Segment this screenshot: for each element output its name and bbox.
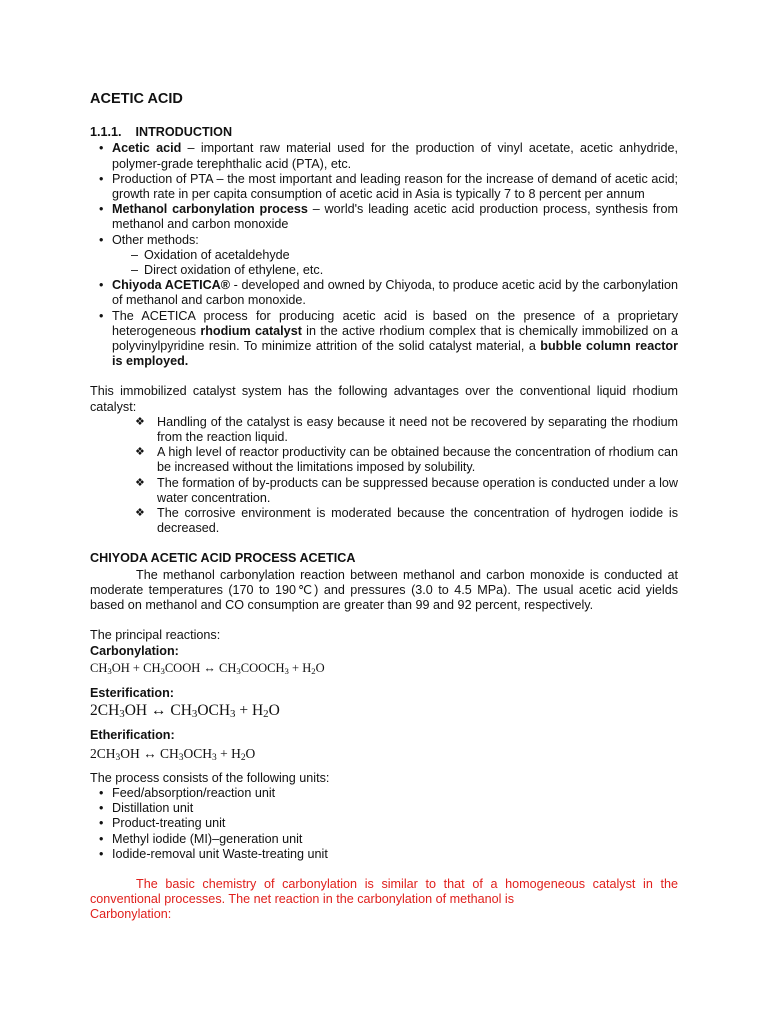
units-list xyxy=(90,786,678,862)
unit-item: • Feed/absorption/reaction unit xyxy=(112,786,678,801)
unit-item: • Product-treating unit xyxy=(112,816,678,831)
advantage-item: ❖ The formation of by-products can be suppressed because operation is conducted under a low water concentration. xyxy=(157,476,678,506)
bold-term: Acetic acid xyxy=(112,141,182,156)
etherification-label: Etherification: xyxy=(90,728,175,743)
list-item: • Methanol carbonylation process – world's leading acetic acid production process, synthesis from methanol and carbon monoxide xyxy=(112,202,678,232)
advantage-item: ❖ Handling of the catalyst is easy because it need not be recovered by separating the rhodium from the reaction liquid. xyxy=(157,415,678,445)
sub-list-item: – Oxidation of acetaldehyde xyxy=(144,248,678,263)
closing-label: Carbonylation: xyxy=(90,907,172,922)
sub-list-item: – Direct oxidation of ethylene, etc. xyxy=(144,263,678,278)
bold-term: Chiyoda ACETICA® xyxy=(112,278,231,293)
advantages-list xyxy=(90,415,678,537)
carbonylation-label: Carbonylation: xyxy=(90,643,179,658)
advantage-item: ❖ The corrosive environment is moderated because the concentration of hydrogen iodide is decreased. xyxy=(157,506,678,536)
carbonylation-equation: $CH_3OH$ + $CH_3COOH$ ↔ $CH_3COOCH_3 + H_2O$ xyxy=(90,660,325,676)
closing-paragraph: The basic chemistry of carbonylation is similar to that of a homogeneous catalyst in the conventional processes. The net reaction in the carbonylation of methanol is xyxy=(90,876,678,907)
list-item: • Other methods: – Oxidation of acetaldehyde – Direct oxidation of ethylene, etc. xyxy=(112,233,678,279)
intro-list xyxy=(90,141,678,369)
document-title: ACETIC ACID xyxy=(90,91,183,107)
list-item: • The ACETICA process for producing acetic acid is based on the presence of a proprietary heterogeneous rhodium catalyst in the active rhodium complex that is chemically immobilized on a polyvinylpyridine resin. To minimize attrition of the solid catalyst material, a bubble column reactor is employed. xyxy=(112,309,678,370)
advantage-item: ❖ A high level of reactor productivity can be obtained because the concentration of rhodium can be increased without the limitations imposed by solubility. xyxy=(157,445,678,475)
units-lead: The process consists of the following units: xyxy=(90,770,330,785)
unit-item: • Iodide-removal unit Waste-treating unit xyxy=(112,847,678,862)
etherification-equation: $2CH_3OH$ ↔ $CH_3OCH_3 + H_2O$ xyxy=(90,745,256,763)
unit-item: • Distillation unit xyxy=(112,801,678,816)
esterification-label: Esterification: xyxy=(90,685,174,700)
intro-heading: 1.1.1. INTRODUCTION xyxy=(90,125,233,140)
list-item: • Acetic acid – important raw material used for the production of vinyl acetate, acetic anhydride, polymer-grade terephthalic acid (PTA), etc. xyxy=(112,141,678,171)
unit-item: • Methyl iodide (MI)–generation unit xyxy=(112,832,678,847)
document-body xyxy=(90,92,678,923)
sub-list xyxy=(112,248,678,278)
principal-reactions-label: The principal reactions: xyxy=(90,628,221,643)
process-heading: CHIYODA ACETIC ACID PROCESS ACETICA xyxy=(90,551,356,566)
process-paragraph: The methanol carbonylation reaction between methanol and carbon monoxide is conducted at moderate temperatures (170 to 190℃) and pressures (3.0 to 4.5 MPa). The usual acetic acid yields based on methanol and CO consumption are greater than 99 and 92 percent, respectively. xyxy=(90,567,678,613)
advantages-lead: This immobilized catalyst system has the following advantages over the conventional liquid rhodium catalyst: xyxy=(90,384,678,414)
list-item: • Chiyoda ACETICA® - developed and owned by Chiyoda, to produce acetic acid by the carbonylation of methanol and carbon monoxide. xyxy=(112,278,678,308)
esterification-equation: $2CH_3OH$ ↔ $CH_3OCH_3 + H_2O$ xyxy=(90,702,280,721)
list-item: • Production of PTA – the most important and leading reason for the increase of demand of acetic acid; growth rate in per capita consumption of acetic acid in Asia is typically 7 to 8 percent per annum xyxy=(112,172,678,202)
bold-term: Methanol carbonylation process xyxy=(112,202,308,217)
